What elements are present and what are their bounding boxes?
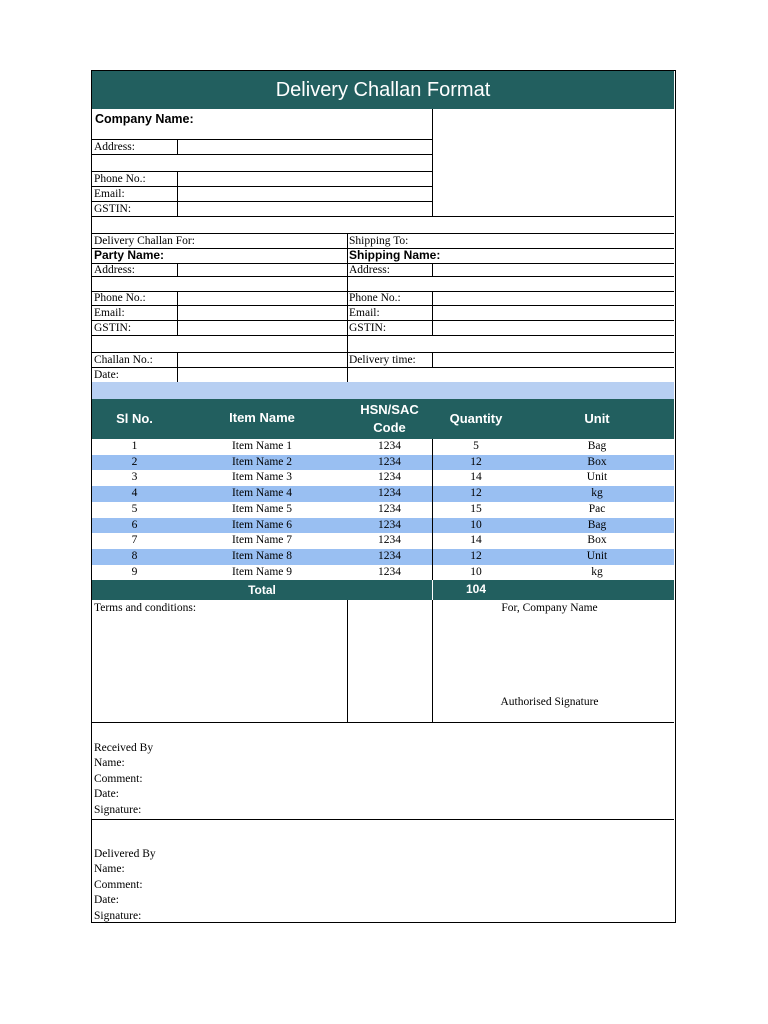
cell-qty: 5 bbox=[473, 440, 479, 452]
title-bar bbox=[92, 71, 674, 109]
table-row bbox=[92, 486, 674, 502]
cell-item: Item Name 9 bbox=[231, 565, 293, 578]
table-row bbox=[92, 455, 674, 471]
table-row bbox=[92, 470, 674, 486]
cell-item: Item Name 3 bbox=[231, 471, 293, 484]
company-email-label: Email: bbox=[94, 188, 125, 200]
shipping-address-label: Address: bbox=[349, 264, 390, 276]
cell-sl: 2 bbox=[131, 455, 138, 468]
terms-label: Terms and conditions: bbox=[94, 602, 197, 614]
cell-unit: Unit bbox=[586, 471, 608, 484]
shipping-to-label: Shipping To: bbox=[349, 235, 409, 247]
cell-item: Item Name 4 bbox=[231, 487, 293, 500]
party-address-field[interactable] bbox=[178, 264, 347, 276]
cell-qty: 14 bbox=[470, 471, 482, 484]
cell-hsn: 1234 bbox=[378, 455, 401, 468]
company-address-field[interactable] bbox=[178, 140, 432, 154]
cell-item: Item Name 5 bbox=[231, 502, 293, 515]
cell-hsn: 1234 bbox=[378, 440, 401, 452]
party-address-label: Address: bbox=[94, 264, 135, 276]
cell-item: Item Name 7 bbox=[231, 534, 293, 547]
shipping-address-field[interactable] bbox=[433, 264, 674, 276]
company-address-label: Address: bbox=[94, 141, 135, 153]
shipping-gstin-label: GSTIN: bbox=[349, 322, 387, 334]
total-label: Total bbox=[248, 583, 276, 597]
cell-unit: Pac bbox=[588, 502, 606, 515]
for-company-name: For, Company Name bbox=[501, 602, 598, 614]
company-logo-area bbox=[433, 110, 674, 216]
received-name-label: Name: bbox=[94, 757, 125, 769]
shipping-email-field[interactable] bbox=[433, 306, 674, 320]
cell-hsn: 1234 bbox=[378, 471, 401, 484]
cell-sl: 3 bbox=[131, 471, 138, 484]
cell-unit: kg bbox=[591, 487, 603, 500]
header-hsn-line1: HSN/SAC bbox=[360, 402, 419, 417]
header-item-name: Item Name bbox=[229, 410, 295, 425]
total-value: 104 bbox=[465, 582, 487, 596]
cell-qty: 10 bbox=[470, 565, 482, 578]
shipping-email-label: Email: bbox=[349, 307, 380, 319]
delivered-by-heading: Delivered By bbox=[94, 848, 156, 860]
cell-qty: 14 bbox=[470, 534, 482, 547]
cell-qty: 12 bbox=[470, 549, 482, 562]
challan-date-field[interactable] bbox=[178, 368, 347, 382]
cell-unit: Bag bbox=[587, 440, 607, 452]
party-phone-field[interactable] bbox=[178, 292, 347, 305]
cell-unit: Box bbox=[587, 455, 607, 468]
cell-sl: 8 bbox=[131, 549, 138, 562]
cell-hsn: 1234 bbox=[378, 534, 401, 547]
delivered-signature-label: Signature: bbox=[94, 910, 142, 922]
table-row bbox=[92, 549, 674, 565]
received-signature-label: Signature: bbox=[94, 804, 142, 816]
page-title: Delivery Challan Format bbox=[275, 79, 491, 101]
cell-hsn: 1234 bbox=[378, 565, 401, 578]
company-gstin-field[interactable] bbox=[178, 202, 432, 216]
table-row bbox=[92, 565, 674, 581]
cell-hsn: 1234 bbox=[378, 549, 401, 562]
cell-sl: 6 bbox=[131, 518, 138, 531]
delivered-date-label: Date: bbox=[94, 894, 119, 906]
table-row bbox=[92, 439, 674, 455]
delivery-challan-for-label: Delivery Challan For: bbox=[94, 235, 195, 247]
cell-hsn: 1234 bbox=[378, 518, 401, 531]
cell-unit: Box bbox=[587, 534, 607, 547]
company-phone-label: Phone No.: bbox=[94, 173, 146, 185]
company-email-field[interactable] bbox=[178, 187, 432, 201]
party-gstin-label: GSTIN: bbox=[94, 322, 132, 334]
cell-sl: 4 bbox=[131, 487, 138, 500]
cell-unit: kg bbox=[591, 565, 603, 578]
cell-item: Item Name 6 bbox=[231, 518, 293, 531]
party-email-label: Email: bbox=[94, 307, 125, 319]
party-email-field[interactable] bbox=[178, 306, 347, 320]
company-phone-field[interactable] bbox=[178, 172, 432, 186]
shipping-gstin-field[interactable] bbox=[433, 321, 674, 335]
delivery-challan-form bbox=[91, 70, 676, 923]
cell-hsn: 1234 bbox=[378, 487, 401, 500]
company-gstin-label: GSTIN: bbox=[94, 203, 132, 215]
cell-item: Item Name 8 bbox=[231, 549, 293, 562]
authorised-signature-label: Authorised Signature bbox=[500, 696, 599, 708]
cell-unit: Bag bbox=[587, 518, 607, 531]
received-comment-label: Comment: bbox=[94, 773, 143, 785]
cell-item: Item Name 2 bbox=[231, 455, 293, 468]
header-quantity: Quantity bbox=[449, 411, 503, 426]
received-by-heading: Received By bbox=[94, 742, 154, 754]
challan-date-label: Date: bbox=[94, 369, 119, 381]
cell-sl: 9 bbox=[131, 565, 138, 578]
cell-sl: 1 bbox=[131, 440, 138, 452]
shipping-phone-label: Phone No.: bbox=[349, 292, 401, 304]
cell-sl: 7 bbox=[131, 534, 138, 547]
table-row bbox=[92, 502, 674, 518]
delivered-comment-label: Comment: bbox=[94, 879, 143, 891]
table-row bbox=[92, 533, 674, 549]
cell-qty: 15 bbox=[470, 502, 482, 515]
party-gstin-field[interactable] bbox=[178, 321, 347, 335]
delivery-time-field[interactable] bbox=[433, 353, 674, 367]
cell-item: Item Name 1 bbox=[231, 440, 293, 452]
cell-qty: 12 bbox=[470, 455, 482, 468]
shipping-name-label: Shipping Name: bbox=[349, 248, 441, 262]
spacer-band bbox=[92, 382, 674, 399]
party-name-label: Party Name: bbox=[94, 248, 165, 262]
delivery-time-label: Delivery time: bbox=[349, 354, 416, 366]
header-sl-no: Sl No. bbox=[116, 411, 153, 426]
cell-sl: 5 bbox=[131, 502, 138, 515]
challan-number-label: Challan No.: bbox=[94, 354, 153, 366]
company-name-label: Company Name: bbox=[95, 112, 194, 126]
header-hsn-line2: Code bbox=[373, 420, 406, 435]
cell-qty: 10 bbox=[470, 518, 482, 531]
shipping-phone-field[interactable] bbox=[433, 292, 674, 305]
cell-qty: 12 bbox=[470, 487, 482, 500]
header-unit: Unit bbox=[584, 411, 610, 426]
received-date-label: Date: bbox=[94, 788, 119, 800]
table-row bbox=[92, 518, 674, 534]
challan-number-field[interactable] bbox=[178, 353, 347, 367]
cell-unit: Unit bbox=[586, 549, 608, 562]
cell-hsn: 1234 bbox=[378, 502, 401, 515]
terms-field[interactable] bbox=[94, 616, 346, 720]
delivered-name-label: Name: bbox=[94, 863, 125, 875]
party-phone-label: Phone No.: bbox=[94, 292, 146, 304]
